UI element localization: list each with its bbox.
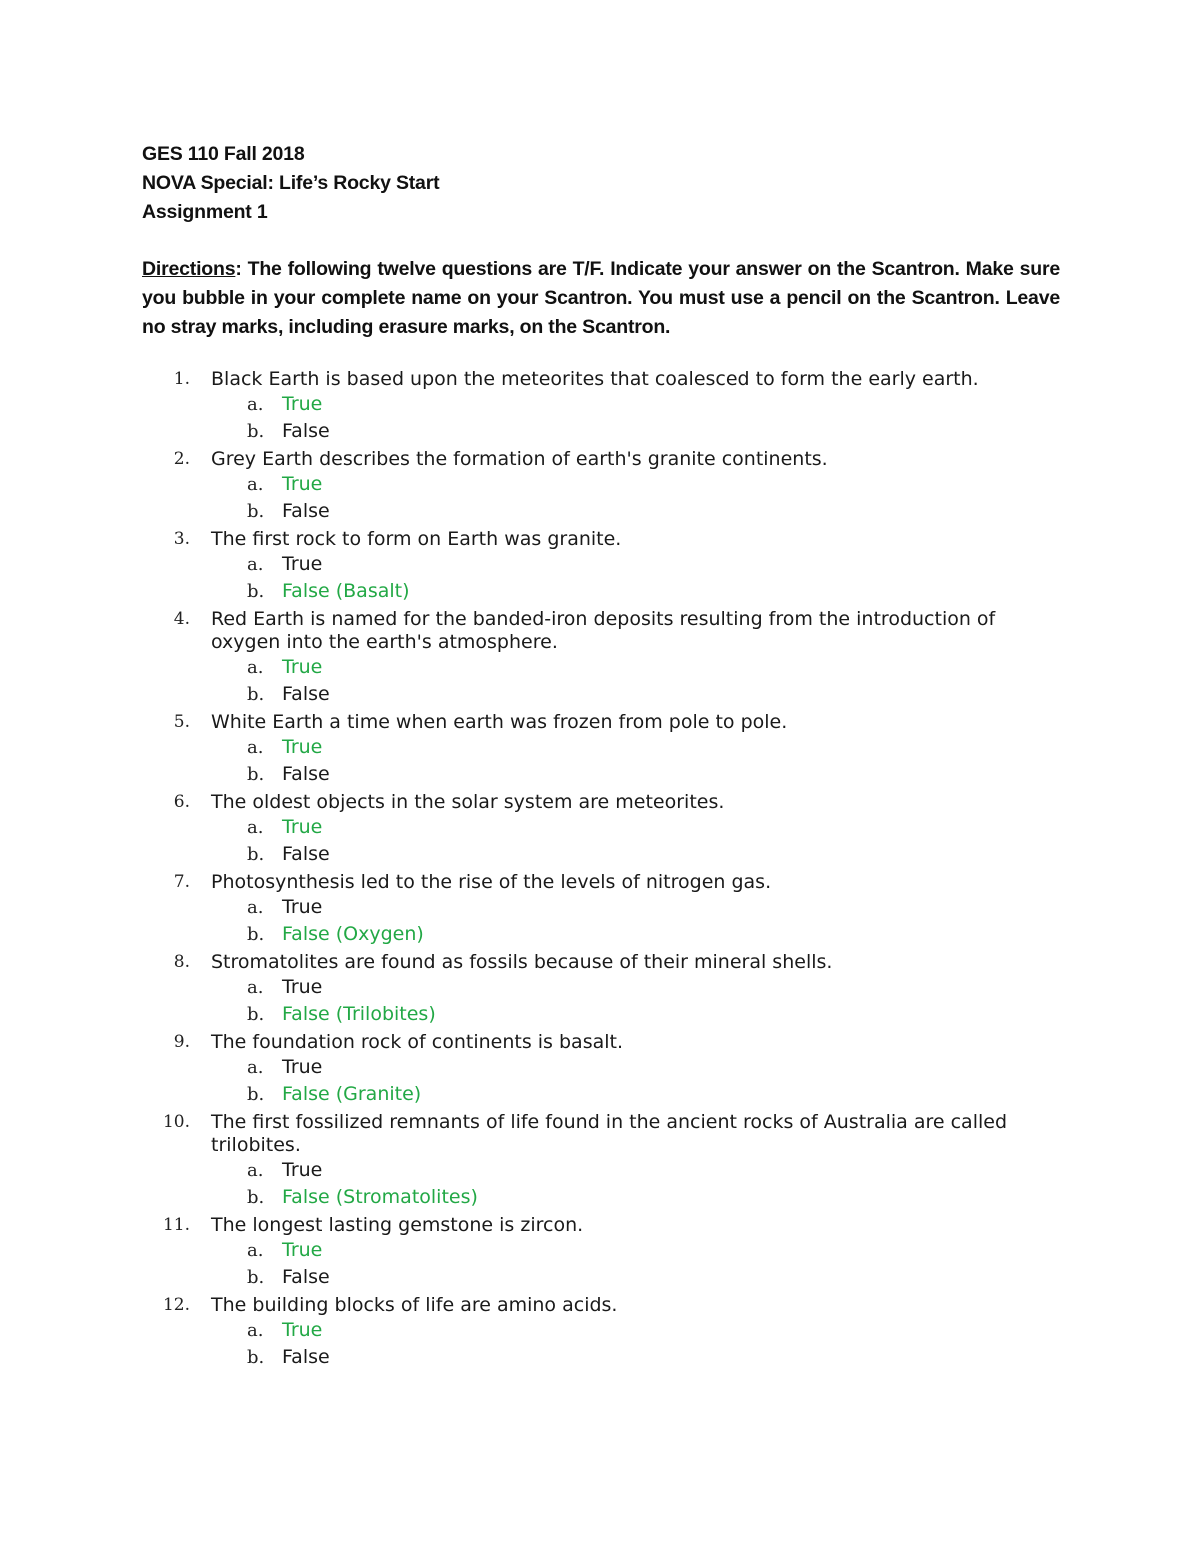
document-page <box>142 140 1060 1371</box>
question-number: 7. <box>173 872 190 892</box>
assignment-number: Assignment 1 <box>142 201 268 223</box>
option-text: True <box>282 896 323 918</box>
assignment-subject: NOVA Special: Life’s Rocky Start <box>142 172 440 194</box>
option-text: False <box>282 843 330 865</box>
question-number: 6. <box>173 792 190 812</box>
option-a <box>142 471 1060 498</box>
question-11 <box>142 1214 1060 1237</box>
option-a <box>142 1157 1060 1184</box>
option-a <box>142 894 1060 921</box>
option-label: a. <box>247 817 264 838</box>
option-a <box>142 391 1060 418</box>
option-b <box>142 498 1060 525</box>
course-title: GES 110 Fall 2018 <box>142 143 305 165</box>
option-label: a. <box>247 657 264 678</box>
option-label: a. <box>247 897 264 918</box>
option-label: b. <box>247 764 265 785</box>
question-3 <box>142 528 1060 551</box>
question-text: The foundation rock of continents is basalt. <box>211 1031 624 1053</box>
question-text: The oldest objects in the solar system are meteorites. <box>211 791 725 813</box>
option-label: b. <box>247 501 265 522</box>
question-12 <box>142 1294 1060 1317</box>
option-text: False <box>282 763 330 785</box>
option-a <box>142 1054 1060 1081</box>
option-a <box>142 654 1060 681</box>
option-text: True <box>282 1056 323 1078</box>
question-text: The longest lasting gemstone is zircon. <box>211 1214 584 1236</box>
question-5 <box>142 711 1060 734</box>
option-text-correct: False (Stromatolites) <box>282 1186 478 1208</box>
option-b <box>142 418 1060 445</box>
question-number: 1. <box>173 369 190 389</box>
question-text: The first fossilized remnants of life found in the ancient rocks of Australia are called trilobites. <box>211 1111 1008 1156</box>
option-label: a. <box>247 394 264 415</box>
question-6 <box>142 791 1060 814</box>
option-text: True <box>282 976 323 998</box>
option-a <box>142 551 1060 578</box>
option-label: b. <box>247 844 265 865</box>
option-label: b. <box>247 1187 265 1208</box>
question-number: 9. <box>173 1032 190 1052</box>
option-label: a. <box>247 474 264 495</box>
option-text-correct: True <box>282 736 323 758</box>
question-8 <box>142 951 1060 974</box>
option-a <box>142 1317 1060 1344</box>
question-number: 3. <box>173 529 190 549</box>
option-text-correct: True <box>282 473 323 495</box>
option-label: b. <box>247 1004 265 1025</box>
question-1 <box>142 368 1060 391</box>
question-number: 10. <box>162 1112 190 1132</box>
option-text: False <box>282 683 330 705</box>
option-text: False <box>282 1346 330 1368</box>
option-b <box>142 681 1060 708</box>
question-text: Red Earth is named for the banded-iron deposits resulting from the introduction of oxygen into the earth's atmosphere. <box>211 608 996 653</box>
question-text: The building blocks of life are amino acids. <box>211 1294 618 1316</box>
question-text: Grey Earth describes the formation of earth's granite continents. <box>211 448 828 470</box>
option-label: a. <box>247 1240 264 1261</box>
question-number: 12. <box>162 1295 190 1315</box>
option-text-correct: False (Granite) <box>282 1083 422 1105</box>
option-label: b. <box>247 684 265 705</box>
question-number: 5. <box>173 712 190 732</box>
option-label: b. <box>247 421 265 442</box>
option-b <box>142 1081 1060 1108</box>
option-text-correct: False (Basalt) <box>282 580 410 602</box>
question-text: Stromatolites are found as fossils because of their mineral shells. <box>211 951 833 973</box>
option-b <box>142 1184 1060 1211</box>
option-label: a. <box>247 1320 264 1341</box>
option-label: a. <box>247 737 264 758</box>
question-number: 4. <box>173 609 190 629</box>
question-text: Black Earth is based upon the meteorites that coalesced to form the early earth. <box>211 368 979 390</box>
option-label: b. <box>247 581 265 602</box>
directions-label: Directions <box>142 258 236 280</box>
option-b <box>142 578 1060 605</box>
option-b <box>142 1264 1060 1291</box>
option-text-correct: True <box>282 816 323 838</box>
option-label: a. <box>247 1057 264 1078</box>
question-9 <box>142 1031 1060 1054</box>
question-number: 2. <box>173 449 190 469</box>
option-text: False <box>282 1266 330 1288</box>
option-label: b. <box>247 1084 265 1105</box>
question-2 <box>142 448 1060 471</box>
directions-text: : The following twelve questions are T/F. Indicate your answer on the Scantron. Make sure you bubble in your complete name on your Scantron. You must use a pencil on the Scantron. Leave no stray marks, including erasure marks, on the Scantron. <box>142 258 1060 338</box>
option-b <box>142 761 1060 788</box>
question-text: White Earth a time when earth was frozen from pole to pole. <box>211 711 788 733</box>
option-label: b. <box>247 1347 265 1368</box>
directions-paragraph <box>142 255 1060 342</box>
option-a <box>142 974 1060 1001</box>
option-text-correct: True <box>282 1239 323 1261</box>
option-b <box>142 921 1060 948</box>
option-a <box>142 734 1060 761</box>
option-text-correct: False (Trilobites) <box>282 1003 436 1025</box>
option-text-correct: True <box>282 1319 323 1341</box>
question-number: 8. <box>173 952 190 972</box>
option-text: True <box>282 1159 323 1181</box>
option-label: a. <box>247 554 264 575</box>
option-label: b. <box>247 924 265 945</box>
option-b <box>142 1344 1060 1371</box>
option-label: a. <box>247 1160 264 1181</box>
option-a <box>142 1237 1060 1264</box>
question-10 <box>142 1111 1060 1157</box>
question-4 <box>142 608 1060 654</box>
option-text-correct: False (Oxygen) <box>282 923 424 945</box>
question-text: Photosynthesis led to the rise of the levels of nitrogen gas. <box>211 871 772 893</box>
option-a <box>142 814 1060 841</box>
option-text: False <box>282 420 330 442</box>
option-b <box>142 841 1060 868</box>
option-text: True <box>282 553 323 575</box>
option-text-correct: True <box>282 393 323 415</box>
option-b <box>142 1001 1060 1028</box>
question-text: The first rock to form on Earth was granite. <box>211 528 622 550</box>
option-label: a. <box>247 977 264 998</box>
question-number: 11. <box>162 1215 190 1235</box>
option-text-correct: True <box>282 656 323 678</box>
option-label: b. <box>247 1267 265 1288</box>
question-7 <box>142 871 1060 894</box>
option-text: False <box>282 500 330 522</box>
question-list <box>142 368 1060 1371</box>
